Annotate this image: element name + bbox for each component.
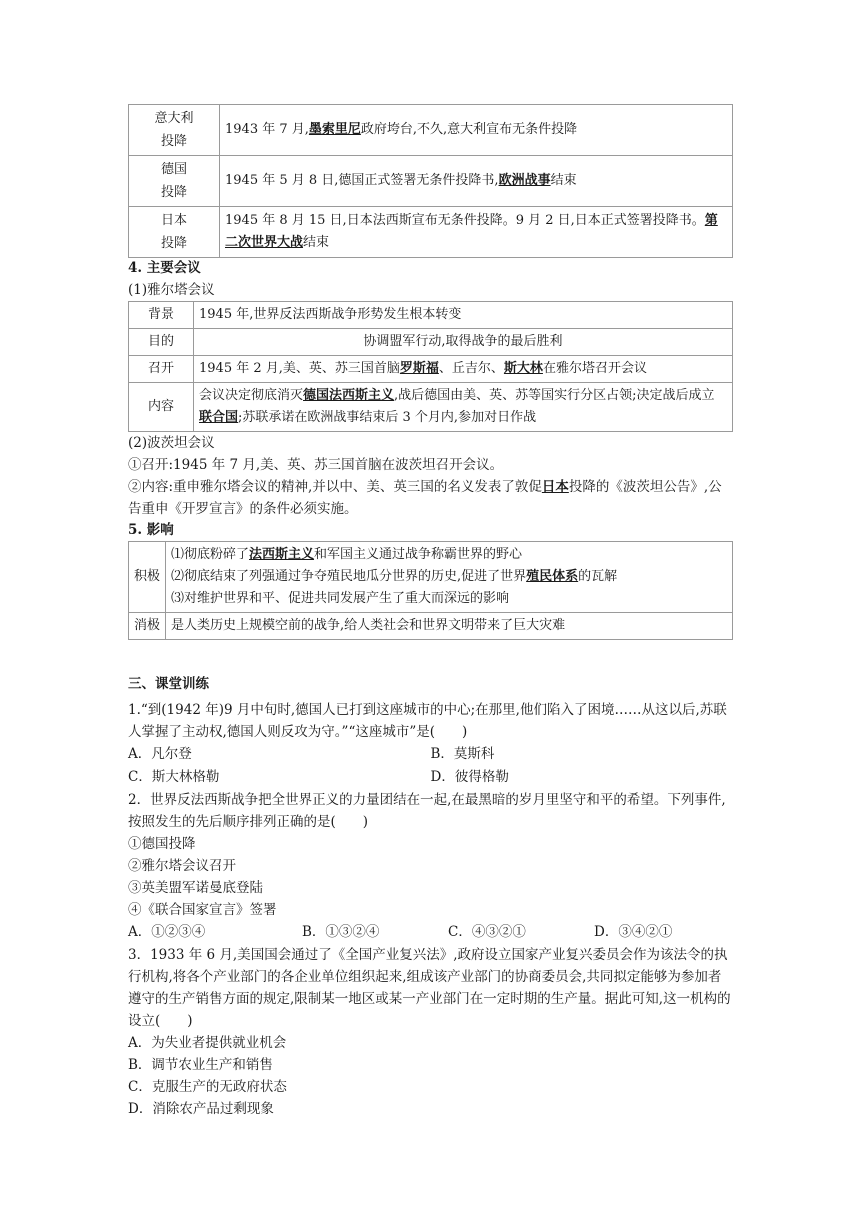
option-c[interactable]: C．克服生产的无政府状态 [128, 1079, 287, 1095]
row-content: ⑴彻底粉碎了法西斯主义和军国主义通过战争称霸世界的野心 ⑵彻底结束了列强通过争夺殖民地瓜分世界的历史,促进了世界殖民体系的瓦解 ⑶对维护世界和平、促进共同发展产生了重大而深远的影响 [166, 542, 733, 613]
row-content: 是人类历史上规模空前的战争,给人类社会和世界文明带来了巨大灾难 [166, 613, 733, 640]
option-d[interactable]: D．彼得格勒 [430, 769, 509, 785]
section-heading-meetings: 4. 主要会议 [128, 260, 201, 276]
event-3: ③英美盟军诺曼底登陆 [128, 880, 263, 896]
option-d[interactable]: D．消除农产品过剩现象 [128, 1101, 274, 1117]
yalta-subheading: (1)雅尔塔会议 [128, 282, 215, 298]
table-row [129, 105, 733, 156]
question-1-stem: 1.“到(1942 年)9 月中旬时,德国人已打到这座城市的中心;在那里,他们陷入了困境……从这以后,苏联人掌握了主动权,德国人则反攻为守。”“这座城市”是( ) [128, 702, 727, 740]
row-content: 1945 年 8 月 15 日,日本法西斯宣布无条件投降。9 月 2 日,日本正式签署投降书。第二次世界大战结束 [220, 207, 733, 258]
row-content: 1945 年 2 月,美、英、苏三国首脑罗斯福、丘吉尔、斯大林在雅尔塔召开会议 [194, 356, 733, 383]
option-b[interactable]: B．调节农业生产和销售 [128, 1057, 273, 1073]
row-header: 积极 [129, 542, 166, 613]
row-header: 消极 [129, 613, 166, 640]
potsdam-subheading: (2)波茨坦会议 [128, 435, 215, 451]
row-header: 召开 [129, 356, 194, 383]
table-row [129, 383, 733, 432]
table-row [129, 542, 733, 613]
row-header: 目的 [129, 329, 194, 356]
option-a[interactable]: A．①②③④ [128, 924, 206, 940]
document-page [128, 0, 733, 1120]
section-heading-practice: 三、课堂训练 [128, 676, 209, 692]
table-row [129, 207, 733, 258]
question-2-stem: 2．世界反法西斯战争把全世界正义的力量团结在一起,在最黑暗的岁月里坚守和平的希望。下列事件,按照发生的先后顺序排列正确的是( ) [128, 792, 726, 830]
row-content: 1945 年,世界反法西斯战争形势发生根本转变 [194, 302, 733, 329]
row-header: 意大利 投降 [129, 105, 220, 156]
section-heading-impact: 5. 影响 [128, 522, 174, 538]
impact-table [128, 541, 733, 640]
event-1: ①德国投降 [128, 836, 196, 852]
row-header: 日本 投降 [129, 207, 220, 258]
row-content: 会议决定彻底消灭德国法西斯主义,战后德国由美、英、苏等国实行分区占领;决定战后成立联合国;苏联承诺在欧洲战事结束后 3 个月内,参加对日作战 [194, 383, 733, 432]
option-b[interactable]: B．①③②④ [302, 924, 380, 940]
event-4: ④《联合国家宣言》签署 [128, 902, 277, 918]
table-row [129, 613, 733, 640]
option-c[interactable]: C．④③②① [448, 924, 526, 940]
option-a[interactable]: A．为失业者提供就业机会 [128, 1035, 287, 1051]
question-1-options [128, 743, 733, 789]
question-2-options [128, 921, 733, 944]
option-d[interactable]: D．③④②① [594, 924, 673, 940]
row-content: 1945 年 5 月 8 日,德国正式签署无条件投降书,欧洲战事结束 [220, 156, 733, 207]
table-row [129, 329, 733, 356]
row-header: 内容 [129, 383, 194, 432]
potsdam-open: ①召开:1945 年 7 月,美、英、苏三国首脑在波茨坦召开会议。 [128, 457, 504, 473]
event-2: ②雅尔塔会议召开 [128, 858, 236, 874]
yalta-table [128, 301, 733, 432]
option-b[interactable]: B．莫斯科 [430, 746, 495, 762]
option-c[interactable]: C．斯大林格勒 [128, 769, 220, 785]
option-a[interactable]: A．凡尔登 [128, 746, 192, 762]
row-header: 德国 投降 [129, 156, 220, 207]
table-row [129, 156, 733, 207]
question-3-stem: 3．1933 年 6 月,美国国会通过了《全国产业复兴法》,政府设立国家产业复兴委员会作为该法令的执行机构,将各个产业部门的各企业单位组织起来,组成该产业部门的协商委员会,共同拟定能够为参加者遵守的生产销售方面的规定,限制某一地区或某一产业部门在一定时期的生产量。据此可知,这一机构的设立( ) [128, 947, 731, 1029]
surrender-table [128, 104, 733, 258]
table-row [129, 302, 733, 329]
row-header: 背景 [129, 302, 194, 329]
row-content: 1943 年 7 月,墨索里尼政府垮台,不久,意大利宣布无条件投降 [220, 105, 733, 156]
potsdam-content: ②内容:重申雅尔塔会议的精神,并以中、美、英三国的名义发表了敦促日本投降的《波茨坦公告》,公告重申《开罗宣言》的条件必须实施。 [128, 479, 722, 517]
table-row [129, 356, 733, 383]
row-content: 协调盟军行动,取得战争的最后胜利 [194, 329, 733, 356]
